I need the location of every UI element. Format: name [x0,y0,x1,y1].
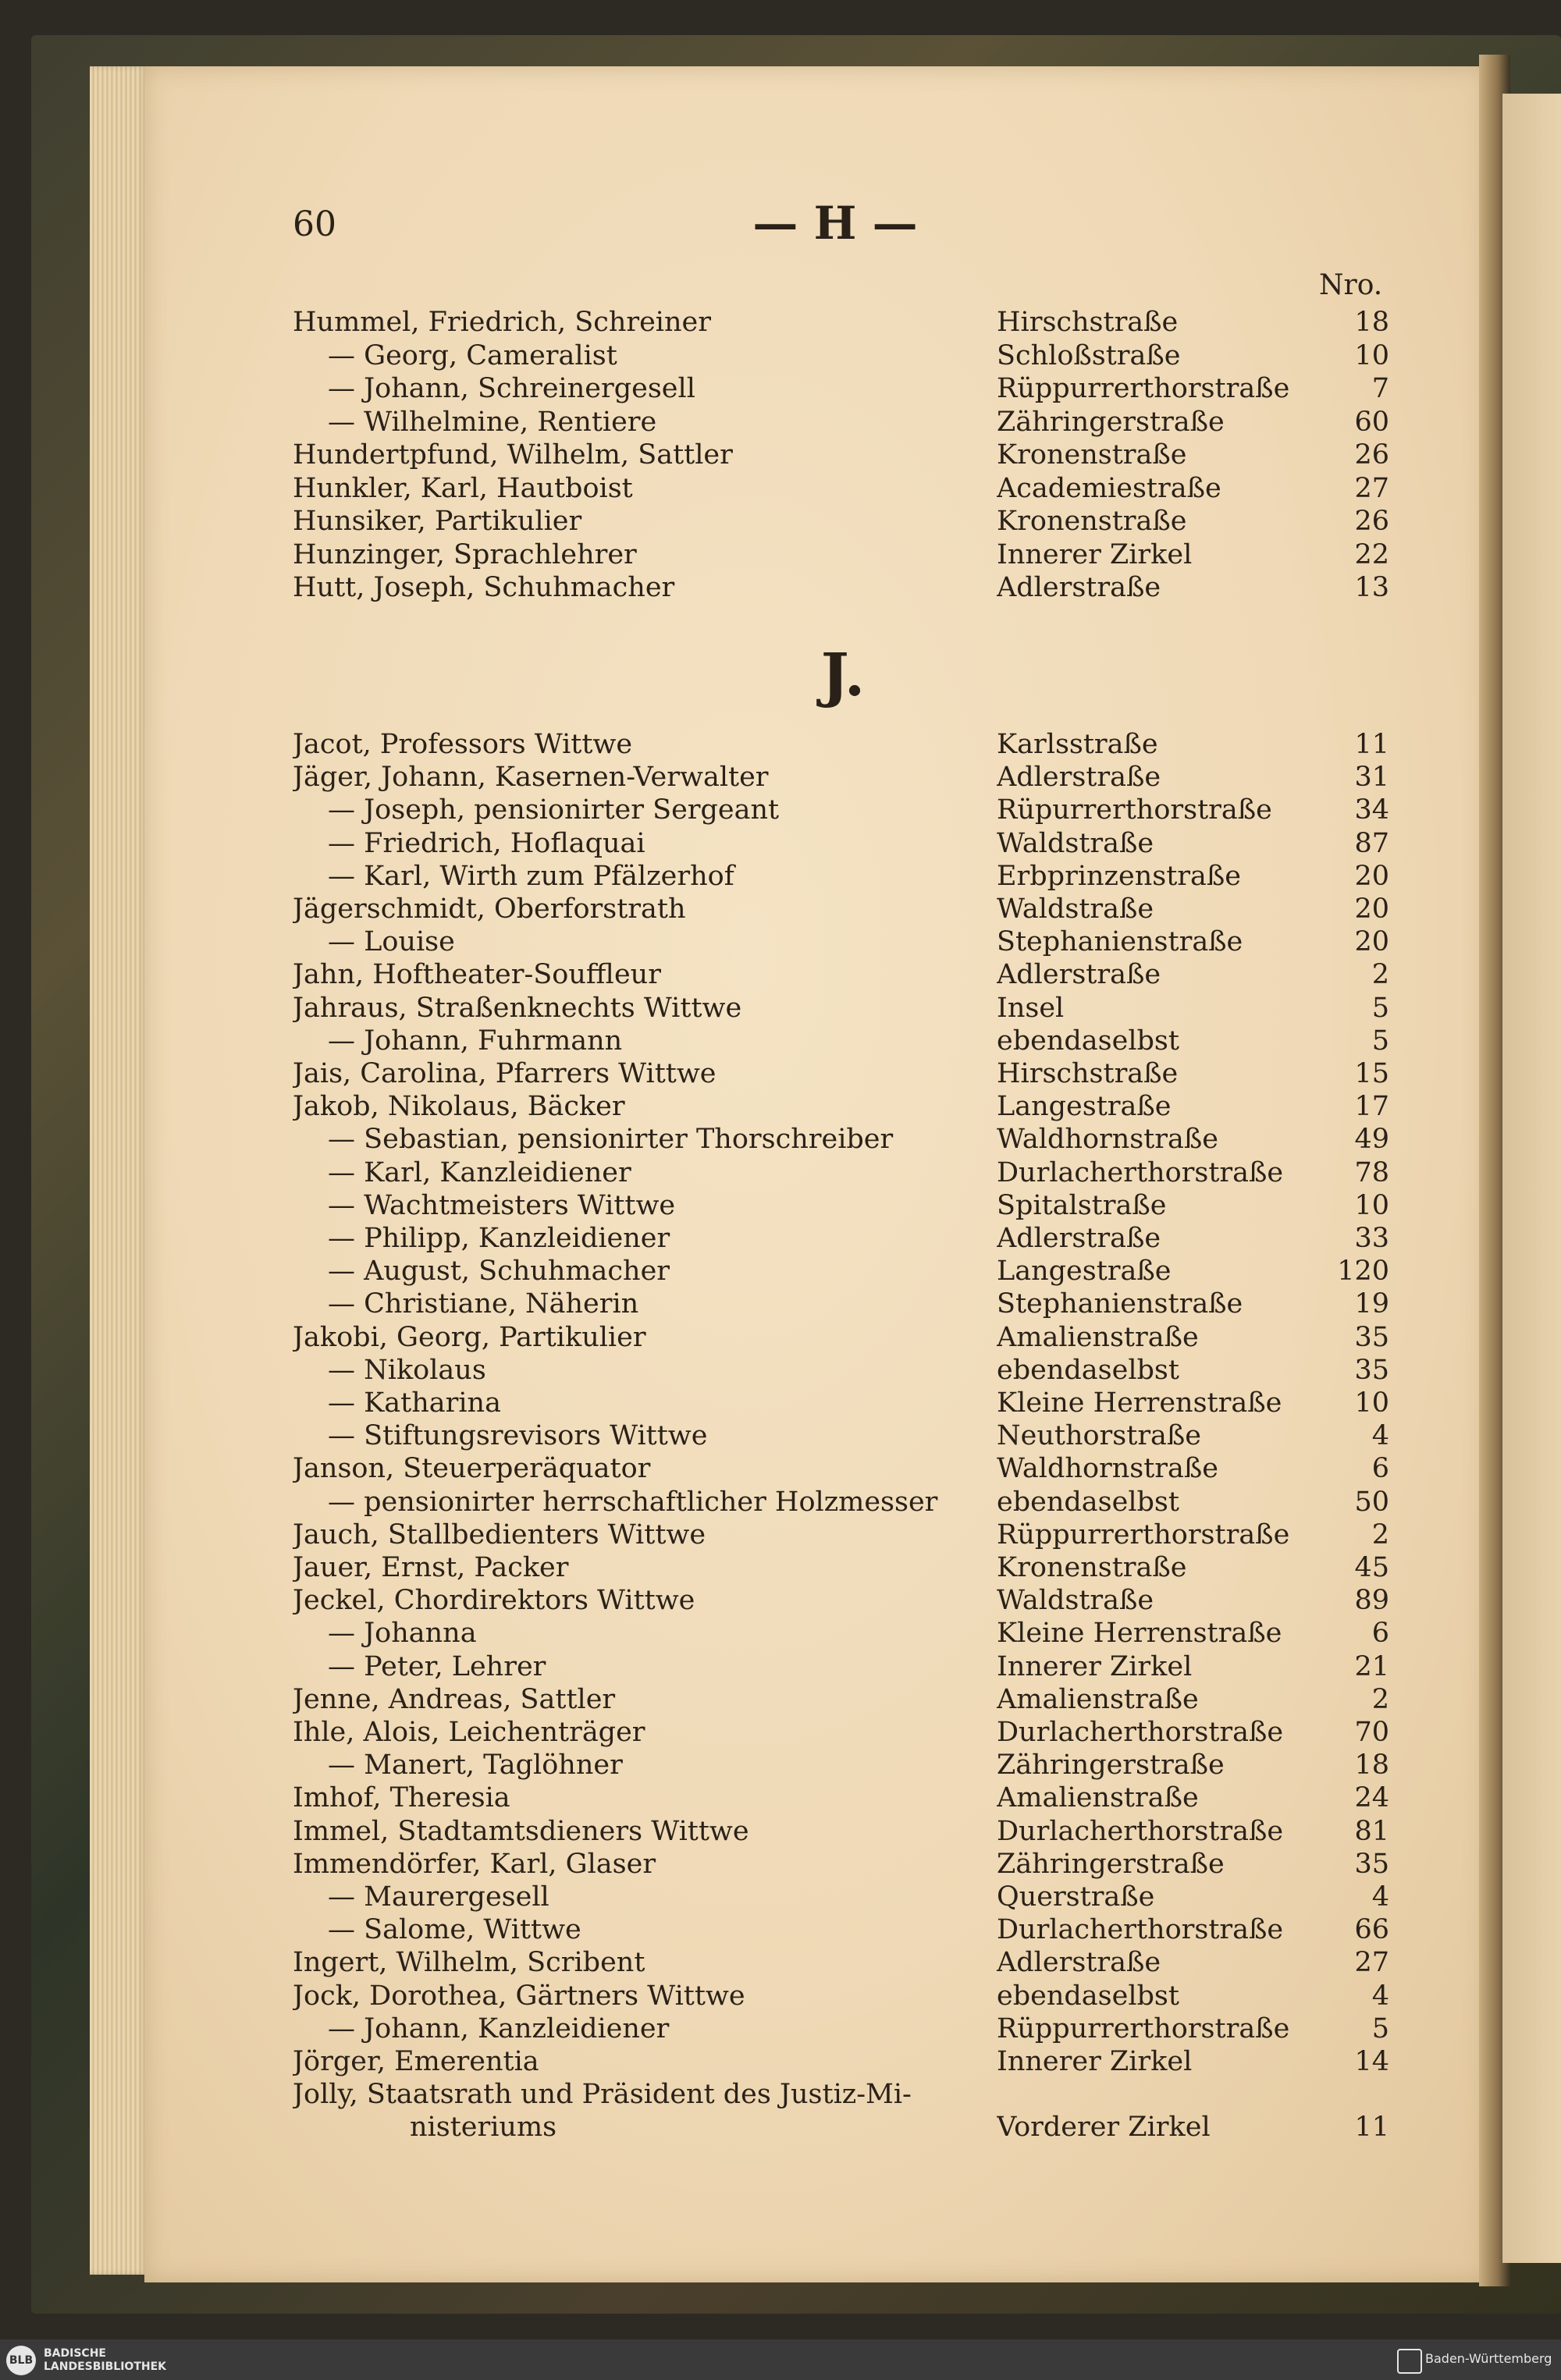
entry-street: Insel [997,992,1065,1024]
entry-name: Immendörfer, Karl, Glaser [293,1848,656,1880]
entry-street: Hirschstraße [997,307,1179,338]
entry-row [0,1815,1561,1848]
entry-name: — Philipp, Kanzleidiener [328,1223,670,1254]
entry-street: Erbprinzenstraße [997,860,1241,892]
entry-name: Jacot, Professors Wittwe [293,729,633,760]
entry-house-number: 6 [1371,1618,1389,1650]
entry-house-number: 33 [1354,1223,1389,1254]
baden-wuerttemberg-logo-icon [1397,2349,1422,2374]
entry-name: — Johann, Schreinergesell [328,373,695,404]
entry-row [0,893,1561,925]
entry-house-number: 11 [1354,729,1389,760]
entry-street: Zähringerstraße [997,1749,1225,1781]
entry-house-number: 78 [1354,1156,1389,1188]
entry-name: — pensionirter herrschaftlicher Holzmesser [328,1486,938,1518]
entry-house-number: 27 [1354,472,1389,504]
entry-row [0,827,1561,860]
entry-house-number: 6 [1371,1453,1389,1485]
entry-name: — Manert, Taglöhner [328,1749,623,1781]
entry-name: Jauch, Stallbedienters Wittwe [293,1519,706,1551]
entry-row [0,372,1561,405]
entry-row [0,1387,1561,1419]
entry-name: — Maurergesell [328,1881,549,1913]
entry-row [0,1617,1561,1650]
entry-house-number: 10 [1354,339,1389,371]
entry-name: — Joseph, pensionirter Sergeant [328,794,780,826]
entry-street: Kronenstraße [997,506,1187,537]
entry-street: Zähringerstraße [997,1848,1225,1880]
blb-logo-icon: BLB [6,2346,36,2375]
entry-name: Hummel, Friedrich, Schreiner [293,307,711,338]
entry-row [0,2111,1561,2144]
entry-row [0,1716,1561,1749]
entry-house-number: 66 [1354,1914,1389,1946]
entry-name: Ihle, Alois, Leichenträger [293,1717,645,1748]
entry-street: Karlsstraße [997,729,1158,760]
entry-row [0,1781,1561,1814]
page-header-letter: — H — [752,197,918,250]
entry-house-number: 60 [1354,406,1389,438]
entry-street: ebendaselbst [997,1486,1179,1518]
entry-house-number: 18 [1354,1749,1389,1781]
entry-name: Immel, Stadtamtsdieners Wittwe [293,1815,749,1847]
entry-street: Adlerstraße [997,1223,1161,1254]
entry-street: Neuthorstraße [997,1420,1202,1452]
entry-street: Waldhornstraße [997,1124,1218,1156]
entry-name: — Johann, Fuhrmann [328,1025,623,1057]
entry-house-number: 2 [1371,1683,1389,1715]
entry-row [0,1881,1561,1913]
entry-street: Spitalstraße [997,1189,1167,1221]
entry-row [0,1025,1561,1057]
entry-row [0,1156,1561,1189]
blb-label-line2: LANDESBIBLIOTHEK [44,2360,167,2373]
entry-name: — Louise [328,926,455,958]
entry-house-number: 34 [1354,794,1389,826]
entry-row [0,571,1561,604]
entry-house-number: 5 [1371,992,1389,1024]
entry-street: ebendaselbst [997,1354,1179,1386]
entry-street: Waldhornstraße [997,1453,1218,1485]
entry-house-number: 20 [1354,860,1389,892]
entry-row [0,1057,1561,1090]
entry-row [0,1189,1561,1222]
entry-name: Jock, Dorothea, Gärtners Wittwe [293,1980,745,2012]
entry-street: Adlerstraße [997,762,1161,794]
entry-row [0,1486,1561,1519]
entry-house-number: 4 [1371,1980,1389,2012]
entry-row [0,1255,1561,1288]
entry-house-number: 4 [1371,1420,1389,1452]
entry-name: — Wachtmeisters Wittwe [328,1189,676,1221]
entry-house-number: 5 [1371,1025,1389,1057]
entry-street: Stephanienstraße [997,1288,1243,1320]
entry-name: Hunsiker, Partikulier [293,506,582,537]
entry-row [0,1123,1561,1156]
entry-house-number: 35 [1354,1848,1389,1880]
entry-name: Hunzinger, Sprachlehrer [293,538,637,570]
entry-row [0,1946,1561,1979]
entry-house-number: 35 [1354,1321,1389,1353]
entry-street: Innerer Zirkel [997,1650,1193,1682]
entry-house-number: 10 [1354,1189,1389,1221]
entry-name: Hunkler, Karl, Hautboist [293,472,633,504]
entry-street: Hirschstraße [997,1058,1179,1089]
entry-name: Jolly, Staatsrath und Präsident des Justiz-Mi- [293,2079,912,2111]
entry-street: Amalienstraße [997,1321,1199,1353]
entry-name: Jäger, Johann, Kasernen-Verwalter [293,762,769,794]
entry-name: Janson, Steuerperäquator [293,1453,651,1485]
entry-house-number: 2 [1371,959,1389,991]
entry-name: — Katharina [328,1387,501,1419]
entry-house-number: 45 [1354,1552,1389,1583]
entry-house-number: 31 [1354,762,1389,794]
blb-label [44,2347,166,2374]
entry-house-number: 89 [1354,1585,1389,1617]
entry-street: Rüppurrerthorstraße [997,2012,1290,2044]
entry-row [0,794,1561,826]
entry-name: Ingert, Wilhelm, Scribent [293,1947,645,1979]
entry-name: — Peter, Lehrer [328,1650,546,1682]
entry-name: — Karl, Kanzleidiener [328,1156,631,1188]
entry-street: ebendaselbst [997,1980,1179,2012]
entry-row [0,339,1561,372]
entry-street: Durlacherthorstraße [997,1914,1284,1946]
entry-street: Adlerstraße [997,959,1161,991]
entry-name: Imhof, Theresia [293,1782,510,1814]
entry-house-number: 120 [1337,1256,1389,1288]
entry-house-number: 26 [1354,506,1389,537]
entry-street: Stephanienstraße [997,926,1243,958]
entry-row [0,1354,1561,1387]
entry-name: Jauer, Ernst, Packer [293,1552,569,1583]
entry-name: nisteriums [410,2112,557,2144]
entry-street: Waldstraße [997,827,1154,859]
entry-row [0,439,1561,471]
entry-street: Durlacherthorstraße [997,1717,1284,1748]
entry-name: — Johann, Kanzleidiener [328,2012,670,2044]
entry-name: — Wilhelmine, Rentiere [328,406,657,438]
entry-name: — Georg, Cameralist [328,339,617,371]
entry-name: Jahraus, Straßenknechts Wittwe [293,992,742,1024]
entry-street: Langestraße [997,1091,1172,1123]
entry-house-number: 5 [1371,2012,1389,2044]
entry-house-number: 21 [1354,1650,1389,1682]
entry-street: Langestraße [997,1256,1172,1288]
entry-street: Durlacherthorstraße [997,1156,1284,1188]
entry-street: Vorderer Zirkel [997,2112,1211,2144]
entry-name: Jahn, Hoftheater-Souffleur [293,959,661,991]
entry-street: Kronenstraße [997,439,1187,471]
entry-house-number: 50 [1354,1486,1389,1518]
entry-row [0,925,1561,958]
entry-street: Amalienstraße [997,1683,1199,1715]
section-letter-j: J. [820,640,866,709]
entry-street: Innerer Zirkel [997,2046,1193,2077]
entry-row [0,728,1561,761]
entry-row [0,2012,1561,2045]
entry-street: Amalienstraße [997,1782,1199,1814]
entry-row [0,1222,1561,1255]
entry-street: Waldstraße [997,1585,1154,1617]
entry-house-number: 49 [1354,1124,1389,1156]
entry-house-number: 27 [1354,1947,1389,1979]
entry-row [0,860,1561,893]
entry-house-number: 4 [1371,1881,1389,1913]
entry-name: Jais, Carolina, Pfarrers Wittwe [293,1058,716,1089]
entry-street: Waldstraße [997,893,1154,925]
entry-street: Academiestraße [997,472,1221,504]
entry-row [0,1288,1561,1320]
entry-row [0,1551,1561,1584]
entry-row [0,2078,1561,2111]
entry-name: Jörger, Emerentia [293,2046,539,2077]
entry-street: Adlerstraße [997,572,1161,603]
entry-house-number: 10 [1354,1387,1389,1419]
entry-house-number: 13 [1354,572,1389,603]
entry-row [0,1913,1561,1946]
entry-house-number: 24 [1354,1782,1389,1814]
entry-house-number: 15 [1354,1058,1389,1089]
entry-row [0,1519,1561,1551]
entry-row [0,1980,1561,2012]
entry-row [0,406,1561,439]
entry-row [0,538,1561,571]
entry-name: Jeckel, Chordirektors Wittwe [293,1585,695,1617]
entry-name: Jenne, Andreas, Sattler [293,1683,616,1715]
entry-name: — Nikolaus [328,1354,486,1386]
entry-row [0,1321,1561,1354]
entry-row [0,1650,1561,1683]
entry-street: Kleine Herrenstraße [997,1618,1282,1650]
baden-wuerttemberg-label: Baden-Württemberg [1425,2351,1552,2366]
entry-street: Rüpurrerthorstraße [997,794,1272,826]
entry-name: — Salome, Wittwe [328,1914,581,1946]
entry-name: Hutt, Joseph, Schuhmacher [293,572,675,603]
entry-row [0,1584,1561,1617]
entry-row [0,1683,1561,1716]
entry-row [0,505,1561,538]
entry-name: — Sebastian, pensionirter Thorschreiber [328,1124,894,1156]
entry-row [0,1452,1561,1485]
entry-street: Zähringerstraße [997,406,1225,438]
entry-house-number: 7 [1371,373,1389,404]
column-header-nro: Nro. [1319,269,1383,301]
entry-row [0,472,1561,505]
entry-name: — August, Schuhmacher [328,1256,670,1288]
entry-row [0,2045,1561,2078]
entry-house-number: 18 [1354,307,1389,338]
entry-street: Durlacherthorstraße [997,1815,1284,1847]
entry-house-number: 20 [1354,926,1389,958]
page-number: 60 [293,204,336,244]
entry-street: Querstraße [997,1881,1155,1913]
entry-house-number: 87 [1354,827,1389,859]
entry-house-number: 26 [1354,439,1389,471]
entry-row [0,1848,1561,1881]
entry-street: Rüppurrerthorstraße [997,373,1290,404]
entry-name: — Friedrich, Hoflaquai [328,827,645,859]
entry-row [0,1419,1561,1452]
entry-row [0,306,1561,339]
entry-street: Kleine Herrenstraße [997,1387,1282,1419]
entry-house-number: 35 [1354,1354,1389,1386]
entry-house-number: 11 [1354,2112,1389,2144]
entry-house-number: 19 [1354,1288,1389,1320]
entry-house-number: 22 [1354,538,1389,570]
entry-street: Schloßstraße [997,339,1181,371]
entry-house-number: 17 [1354,1091,1389,1123]
entry-name: Hundertpfund, Wilhelm, Sattler [293,439,733,471]
entry-street: ebendaselbst [997,1025,1179,1057]
entry-row [0,992,1561,1025]
entry-house-number: 2 [1371,1519,1389,1551]
entry-house-number: 20 [1354,893,1389,925]
entry-house-number: 81 [1354,1815,1389,1847]
entry-name: — Stiftungsrevisors Wittwe [328,1420,708,1452]
entry-row [0,1090,1561,1123]
entry-name: — Johanna [328,1618,477,1650]
entry-street: Adlerstraße [997,1947,1161,1979]
entry-name: Jakobi, Georg, Partikulier [293,1321,646,1353]
entry-row [0,958,1561,991]
blb-label-line1: BADISCHE [44,2347,106,2360]
entry-street: Innerer Zirkel [997,538,1193,570]
entry-name: — Karl, Wirth zum Pfälzerhof [328,860,734,892]
entry-name: — Christiane, Näherin [328,1288,639,1320]
entry-row [0,761,1561,794]
footer-bar [0,2339,1561,2380]
entry-name: Jägerschmidt, Oberforstrath [293,893,686,925]
entry-street: Rüppurrerthorstraße [997,1519,1290,1551]
entry-house-number: 14 [1354,2046,1389,2077]
entry-row [0,1749,1561,1781]
entry-street: Kronenstraße [997,1552,1187,1583]
entry-name: Jakob, Nikolaus, Bäcker [293,1091,625,1123]
entry-house-number: 70 [1354,1717,1389,1748]
